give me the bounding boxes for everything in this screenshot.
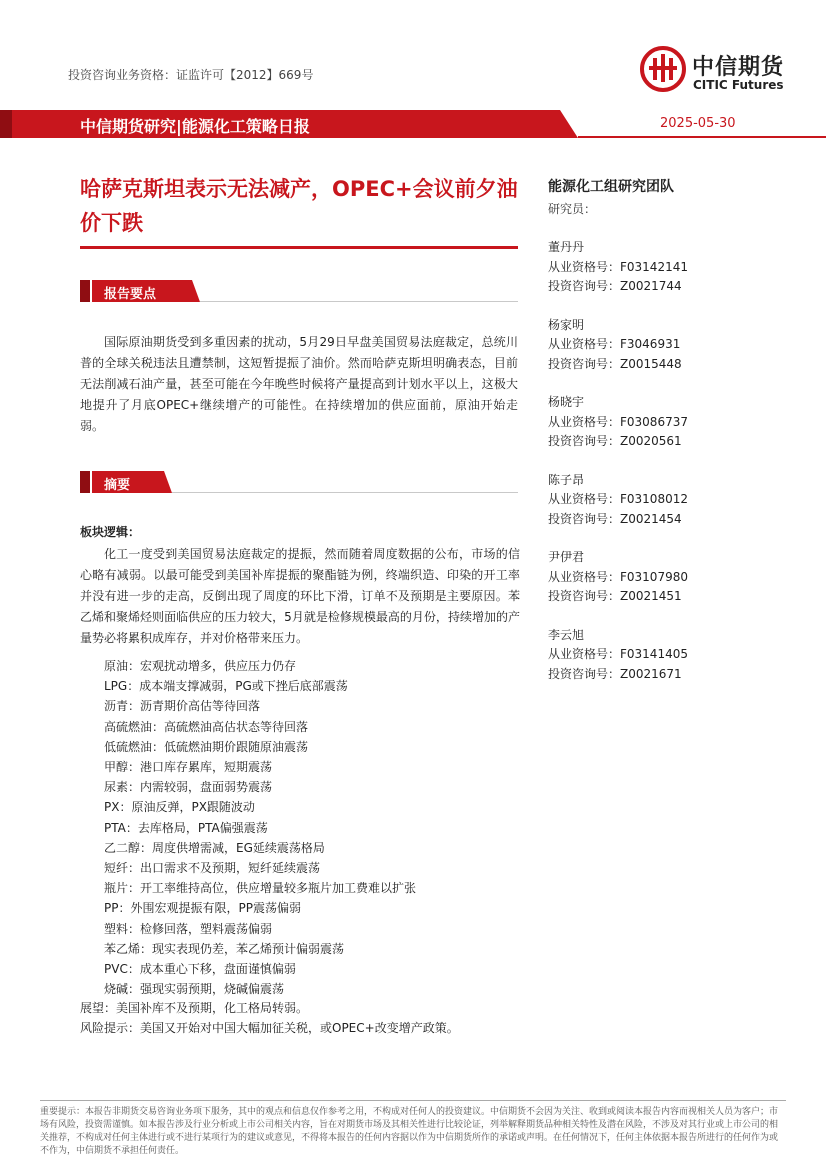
citic-logo-icon (640, 46, 686, 92)
researcher-name: 李云旭 (548, 627, 585, 642)
researcher-name: 董丹丹 (548, 240, 585, 254)
list-item: 低硫燃油：低硫燃油期价跟随原油震荡 (104, 739, 309, 754)
list-item: 甲醇：港口库存累库，短期震荡 (104, 760, 273, 775)
list-item: 烧碱：强现实弱预期，烧碱偏震荡 (104, 982, 285, 997)
researcher-name: 陈子昂 (548, 472, 585, 487)
practice-license: 从业资格号：F03141405 (548, 647, 688, 661)
headline-divider (80, 246, 518, 249)
researcher-card (548, 471, 788, 530)
sector-logic-paragraph (80, 544, 520, 649)
list-item: 苯乙烯：现实表现仍差，苯乙烯预计偏弱震荡 (104, 941, 345, 956)
researcher-label: 研究员： (548, 202, 597, 216)
list-item: 乙二醇：周度供增需减，EG延续震荡格局 (104, 840, 325, 855)
consult-license: 投资咨询号：Z0021744 (548, 279, 682, 293)
report-date: 2025-05-30 (660, 116, 736, 131)
practice-license: 从业资格号：F03108012 (548, 492, 688, 506)
practice-license: 从业资格号：F3046931 (548, 337, 681, 351)
researcher-card (548, 316, 788, 375)
report-points-label: 报告要点 (104, 287, 157, 302)
summary-rule (172, 492, 518, 493)
risk-text: 风险提示：美国又开始对中国大幅加征关税，或OPEC+改变增产政策。 (80, 1021, 459, 1035)
summary-tag (80, 471, 172, 493)
list-item: PX：原油反弹，PX跟随波动 (104, 800, 255, 815)
report-series-title: 中信期货研究|能源化工策略日报 (80, 117, 310, 136)
list-item: 塑料：检修回落，塑料震荡偏弱 (104, 921, 273, 936)
logo-english-name: CITIC Futures (693, 78, 784, 92)
list-item: LPG：成本端支撑减弱，PG或下挫后底部震荡 (104, 679, 348, 694)
report-points-text: 国际原油期货受到多重因素的扰动，5月29日早盘美国贸易法庭裁定，总统川普的全球关税违法且遭禁制，这短暂提振了油价。然而哈萨克斯坦明确表态，目前无法削减石油产量，甚至可能在今年晚些时候将产量提高到计划水平以上，这极大地提升了月底OPEC+继续增产的可能性。在持续增加的供应面前，原油开始走弱。 (80, 335, 518, 433)
list-item: 尿素：内需较弱，盘面弱势震荡 (104, 780, 273, 795)
report-points-paragraph (80, 332, 518, 437)
researcher-card (548, 238, 788, 297)
practice-license: 从业资格号：F03086737 (548, 414, 688, 429)
list-item: 短纤：出口需求不及预期，短纤延续震荡 (104, 861, 321, 876)
footer-divider (40, 1100, 786, 1101)
researcher-card (548, 626, 788, 685)
list-item: 瓶片：开工率维持高位，供应增量较多瓶片加工费难以扩张 (104, 881, 417, 896)
researcher-name: 杨家明 (548, 317, 585, 332)
consult-license: 投资咨询号：Z0020561 (548, 434, 682, 448)
researcher-name: 杨晓宇 (548, 395, 585, 409)
sector-logic-title: 板块逻辑： (80, 525, 141, 539)
company-logo (640, 46, 810, 96)
license-text: 投资咨询业务资格：证监许可【2012】669号 (68, 68, 314, 82)
list-item: PTA：去库格局，PTA偏强震荡 (104, 820, 268, 835)
report-headline: 哈萨克斯坦表示无法减产，OPEC+会议前夕油价下跌 (80, 177, 518, 235)
commodity-list (104, 656, 524, 999)
sector-logic-text: 化工一度受到美国贸易法庭裁定的提振，然而随着周度数据的公布，市场的信心略有减弱。以最可能受到美国补库提振的聚酯链为例，终端织造、印染的开工率并没有进一步的走高，反倒出现了周度的环比下滑，订单不及预期是主要原因。苯乙烯和聚烯烃则面临供应的压力较大，5月就是检修规模最高的月份，持续增加的产量势必将累积成库存，并对价格带来压力。 (80, 547, 520, 645)
practice-license: 从业资格号：F03107980 (548, 569, 688, 584)
researcher-card (548, 393, 788, 452)
list-item: PVC：成本重心下移，盘面谨慎偏弱 (104, 962, 296, 977)
researcher-name: 尹伊君 (548, 550, 585, 564)
consult-license: 投资咨询号：Z0021671 (548, 666, 682, 681)
list-item: PP：外围宏观提振有限，PP震荡偏弱 (104, 901, 301, 916)
list-item: 高硫燃油：高硫燃油高估状态等待回落 (104, 719, 309, 734)
disclaimer-text: 重要提示：本报告非期货交易咨询业务项下服务，其中的观点和信息仅作参考之用，不构成对任何人的投资建议。中信期货不会因为关注、收到或阅读本报告内容而视相关人员为客户；市场有风险，投资需谨慎。如本报告涉及行业分析或上市公司相关内容，旨在对期货市场及其相关性进行比较论证，列举解释期货品种相关特性及潜在风险，不涉及对其行业或上市公司的相关推荐，不构成对任何主体进行或不进行某项行为的建议或意见，不得将本报告的任何内容据以作为中信期货所作的承诺或声明。在任何情况下，任何主体依据本报告所进行的任何作为或不作为，中信期货不承担任何责任。 (40, 1107, 779, 1156)
list-item: 原油：宏观扰动增多，供应压力仍存 (104, 659, 297, 673)
consult-license: 投资咨询号：Z0021454 (548, 511, 682, 526)
outlook-text: 展望：美国补库不及预期，化工格局转弱。 (80, 1001, 309, 1015)
report-points-tag (80, 280, 200, 302)
consult-license: 投资咨询号：Z0021451 (548, 589, 682, 603)
report-points-rule (200, 301, 518, 302)
outlook-block (80, 998, 530, 1038)
logo-chinese-name: 中信期货 (692, 55, 785, 80)
team-title: 能源化工组研究团队 (548, 179, 674, 195)
list-item: 沥青：沥青期价高估等待回落 (104, 699, 261, 714)
practice-license: 从业资格号：F03142141 (548, 259, 688, 274)
consult-license: 投资咨询号：Z0015448 (548, 356, 682, 371)
summary-label: 摘要 (104, 478, 131, 493)
researcher-list (548, 238, 788, 703)
researcher-card (548, 548, 788, 607)
